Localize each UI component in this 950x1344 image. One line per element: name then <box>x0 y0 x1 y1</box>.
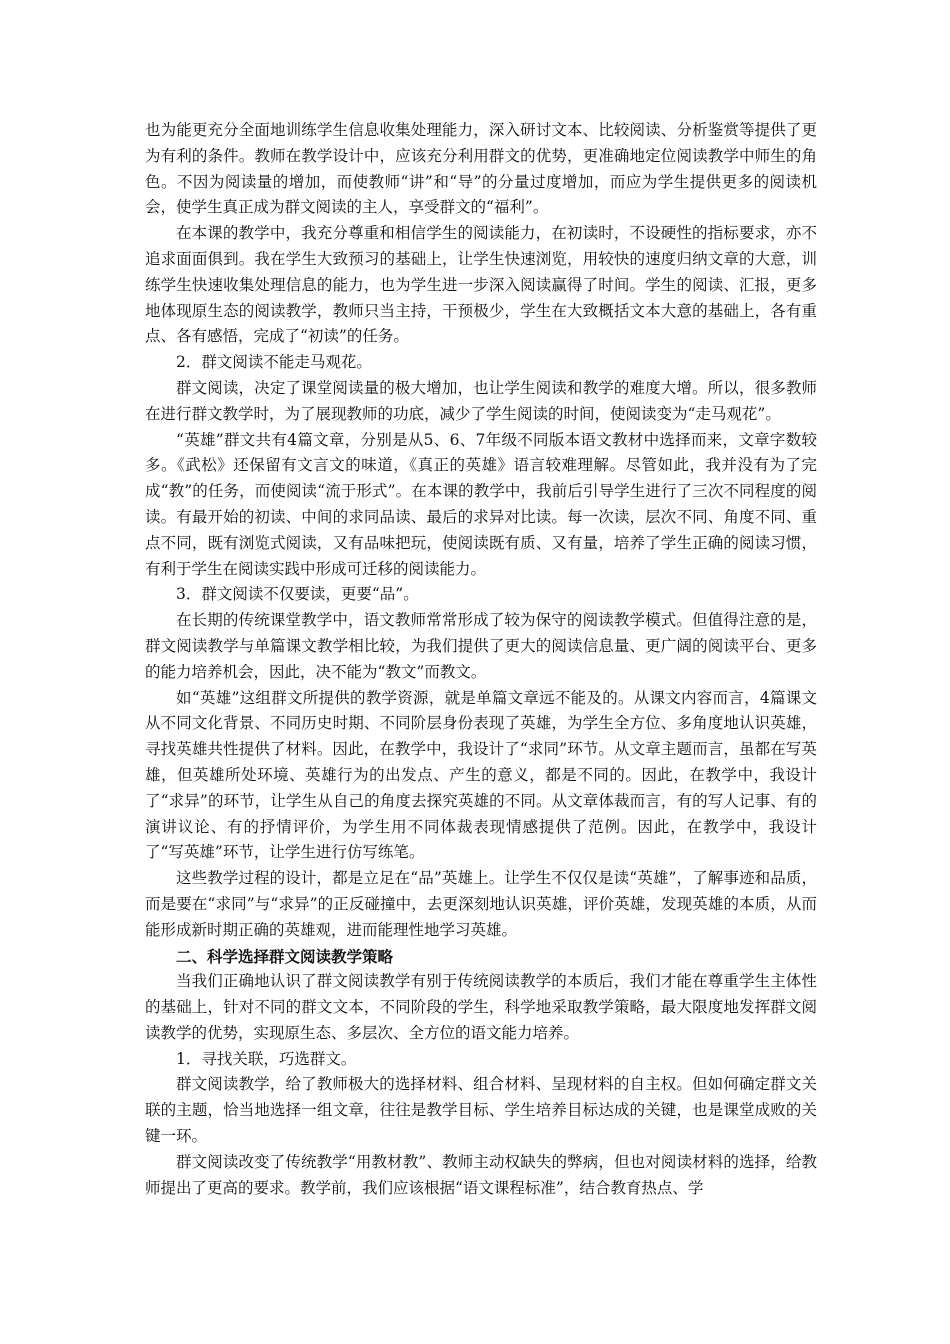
paragraph: 群文阅读改变了传统教学“用教材教”、教师主动权缺失的弊病，但也对阅读材料的选择，给教师提出了更高的要求。教学前，我们应该根据“语文课程标准”，结合教育热点、学 <box>145 1152 817 1197</box>
paragraph: 群文阅读，决定了课堂阅读量的极大增加，也让学生阅读和教学的难度大增。所以，很多教师在进行群文教学时，为了展现教师的功底，减少了学生阅读的时间，使阅读变为“走马观花”。 <box>145 378 817 423</box>
paragraph: “英雄”群文共有4篇文章，分别是从5、6、7年级不同版本语文教材中选择而来，文章字数较多。《武松》还保留有文言文的味道，《真正的英雄》语言较难理解。尽管如此，我并没有为了完成“教”的任务，而使阅读“流于形式”。在本课的教学中，我前后引导学生进行了三次不同程度的阅读。有最开始的初读、中间的求同品读、最后的求异对比读。每一次读，层次不同、角度不同、重点不同，既有浏览式阅读，又有品味把玩，使阅读既有质、又有量，培养了学生正确的阅读习惯，有利于学生在阅读实践中形成可迁移的阅读能力。 <box>145 430 817 578</box>
section-subheading: 3．群文阅读不仅要读，更要“品”。 <box>176 585 419 604</box>
paragraph: 群文阅读教学，给了教师极大的选择材料、组合材料、呈现材料的自主权。但如何确定群文关联的主题，恰当地选择一组文章，往往是教学目标、学生培养目标达成的关键，也是课堂成败的关键一环。 <box>145 1075 817 1146</box>
document-body <box>145 118 817 1201</box>
paragraph: 这些教学过程的设计，都是立足在“品”英雄上。让学生不仅仅是读“英雄”，了解事迹和品质，而是要在“求同”与“求异”的正反碰撞中，去更深刻地认识英雄，评价英雄，发现英雄的本质，从而能形成新时期正确的英雄观，进而能理性地学习英雄。 <box>145 869 817 939</box>
paragraph: 在本课的教学中，我充分尊重和相信学生的阅读能力，在初读时，不设硬性的指标要求，亦不追求面面俱到。我在学生大致预习的基础上，让学生快速浏览，用较快的速度归纳文章的大意，训练学生快速收集处理信息的能力，也为学生进一步深入阅读赢得了时间。学生的阅读、汇报，更多地体现原生态的阅读教学，教师只当主持，干预极少，学生在大致概括文本大意的基础上，各有重点、各有感悟，完成了“初读”的任务。 <box>145 224 817 346</box>
section-heading: 二、科学选择群文阅读教学策略 <box>176 946 394 966</box>
paragraph: 也为能更充分全面地训练学生信息收集处理能力，深入研讨文本、比较阅读、分析鉴赏等提供了更为有利的条件。教师在教学设计中，应该充分利用群文的优势，更准确地定位阅读教学中师生的角色。不因为阅读量的增加，而使教师“讲”和“导”的分量过度增加，而应为学生提供更多的阅读机会，使学生真正成为群文阅读的主人，享受群文的“福利”。 <box>145 121 817 217</box>
section-subheading: 1．寻找关联，巧选群文。 <box>176 1049 357 1068</box>
paragraph: 在长期的传统课堂教学中，语文教师常常形成了较为保守的阅读教学模式。但值得注意的是，群文阅读教学与单篇课文教学相比较，为我们提供了更大的阅读信息量、更广阔的阅读平台、更多的能力培养机会，因此，决不能为“教文”而教文。 <box>145 611 817 681</box>
paragraph: 如“英雄”这组群文所提供的教学资源，就是单篇文章远不能及的。从课文内容而言，4篇课文从不同文化背景、不同历史时期、不同阶层身份表现了英雄，为学生全方位、多角度地认识英雄，寻找英雄共性提供了材料。因此，在教学中，我设计了“求同”环节。从文章主题而言，虽都在写英雄，但英雄所处环境、英雄行为的出发点、产生的意义，都是不同的。因此，在教学中，我设计了“求异”的环节，让学生从自己的角度去探究英雄的不同。从文章体裁而言，有的写人记事、有的演讲议论、有的抒情评价，为学生用不同体裁表现情感提供了范例。因此，在教学中，我设计了“写英雄”环节，让学生进行仿写练笔。 <box>145 688 817 862</box>
section-subheading: 2．群文阅读不能走马观花。 <box>176 353 372 372</box>
paragraph: 当我们正确地认识了群文阅读教学有别于传统阅读教学的本质后，我们才能在尊重学生主体性的基础上，针对不同的群文文本，不同阶段的学生，科学地采取教学策略，最大限度地发挥群文阅读教学的优势，实现原生态、多层次、全方位的语文能力培养。 <box>145 972 817 1042</box>
